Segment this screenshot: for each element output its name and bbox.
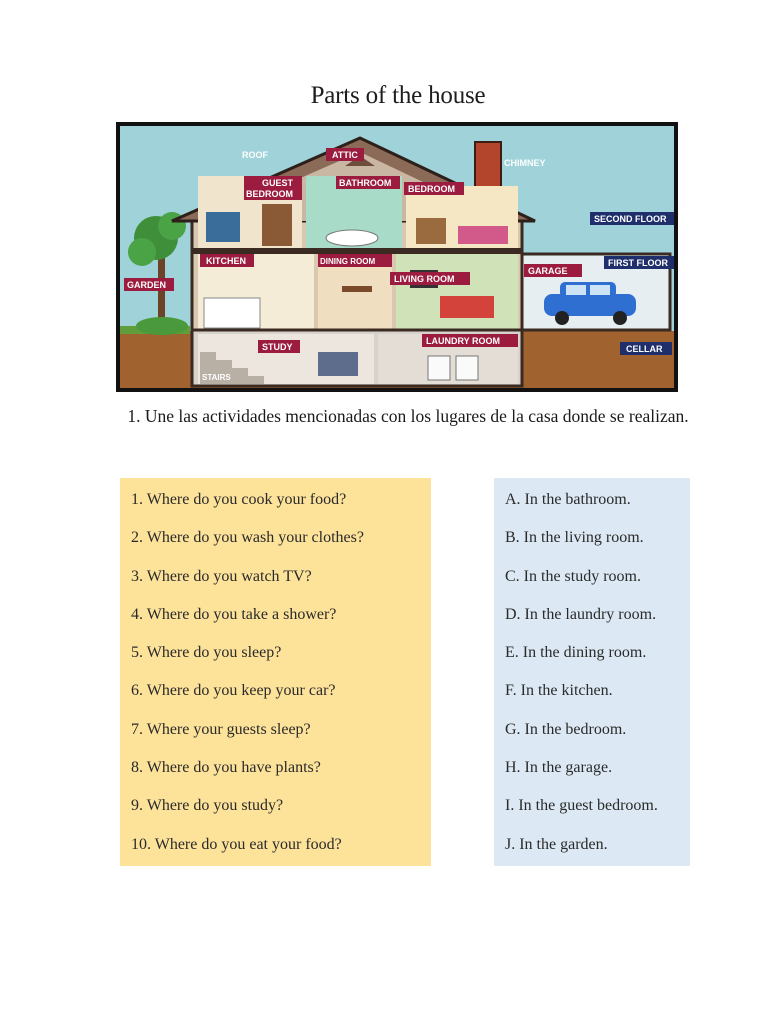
chimney-label: CHIMNEY [504,158,546,168]
question-item: 8. Where do you have plants? [131,759,321,777]
answer-item: E. In the dining room. [505,644,647,662]
question-item: 5. Where do you sleep? [131,644,282,662]
stairs-label: STAIRS [202,373,231,382]
chimney [475,142,501,190]
answer-item: H. In the garage. [505,759,613,777]
question-item: 9. Where do you study? [131,797,284,815]
cellar-label: CELLAR [626,344,663,354]
garden-label: GARDEN [127,280,167,290]
guest-bedroom-label: BEDROOM [246,189,293,199]
living-room [396,254,518,330]
instruction-text: 1. Une las actividades mencionadas con los lugares de la casa donde se realizan. [127,406,689,426]
questions-panel [120,478,431,866]
answers-panel [494,478,690,866]
study-label: STUDY [262,342,293,352]
question-item: 6. Where do you keep your car? [131,682,336,700]
answer-item: I. In the guest bedroom. [505,797,658,815]
guest-label: GUEST [262,178,294,188]
answer-item: F. In the kitchen. [505,682,613,700]
question-item: 3. Where do you watch TV? [131,567,312,585]
bathroom-label: BATHROOM [339,178,392,188]
living-room-label: LIVING ROOM [394,274,455,284]
answer-item: C. In the study room. [505,567,641,585]
page-title: Parts of the house [310,82,486,109]
house-illustration [116,122,678,392]
first-floor-label: FIRST FLOOR [608,258,668,268]
kitchen-label: KITCHEN [206,256,246,266]
roof-label: ROOF [242,150,268,160]
question-item: 1. Where do you cook your food? [131,491,347,508]
answer-item: A. In the bathroom. [505,491,631,508]
answer-item: G. In the bedroom. [505,720,627,738]
laundry-room-label: LAUNDRY ROOM [426,336,500,346]
bedroom-label: BEDROOM [408,184,455,194]
attic-label: ATTIC [332,150,358,160]
dining-room-label: DINING ROOM [320,257,376,266]
answer-item: D. In the laundry room. [505,605,657,623]
answer-item: J. In the garden. [505,835,608,853]
question-item: 4. Where do you take a shower? [131,605,337,623]
second-floor-label: SECOND FLOOR [594,214,667,224]
answer-item: B. In the living room. [505,529,644,547]
question-item: 2. Where do you wash your clothes? [131,529,364,547]
garage-label: GARAGE [528,266,568,276]
question-item: 10. Where do you eat your food? [131,835,342,853]
question-item: 7. Where your guests sleep? [131,720,311,738]
